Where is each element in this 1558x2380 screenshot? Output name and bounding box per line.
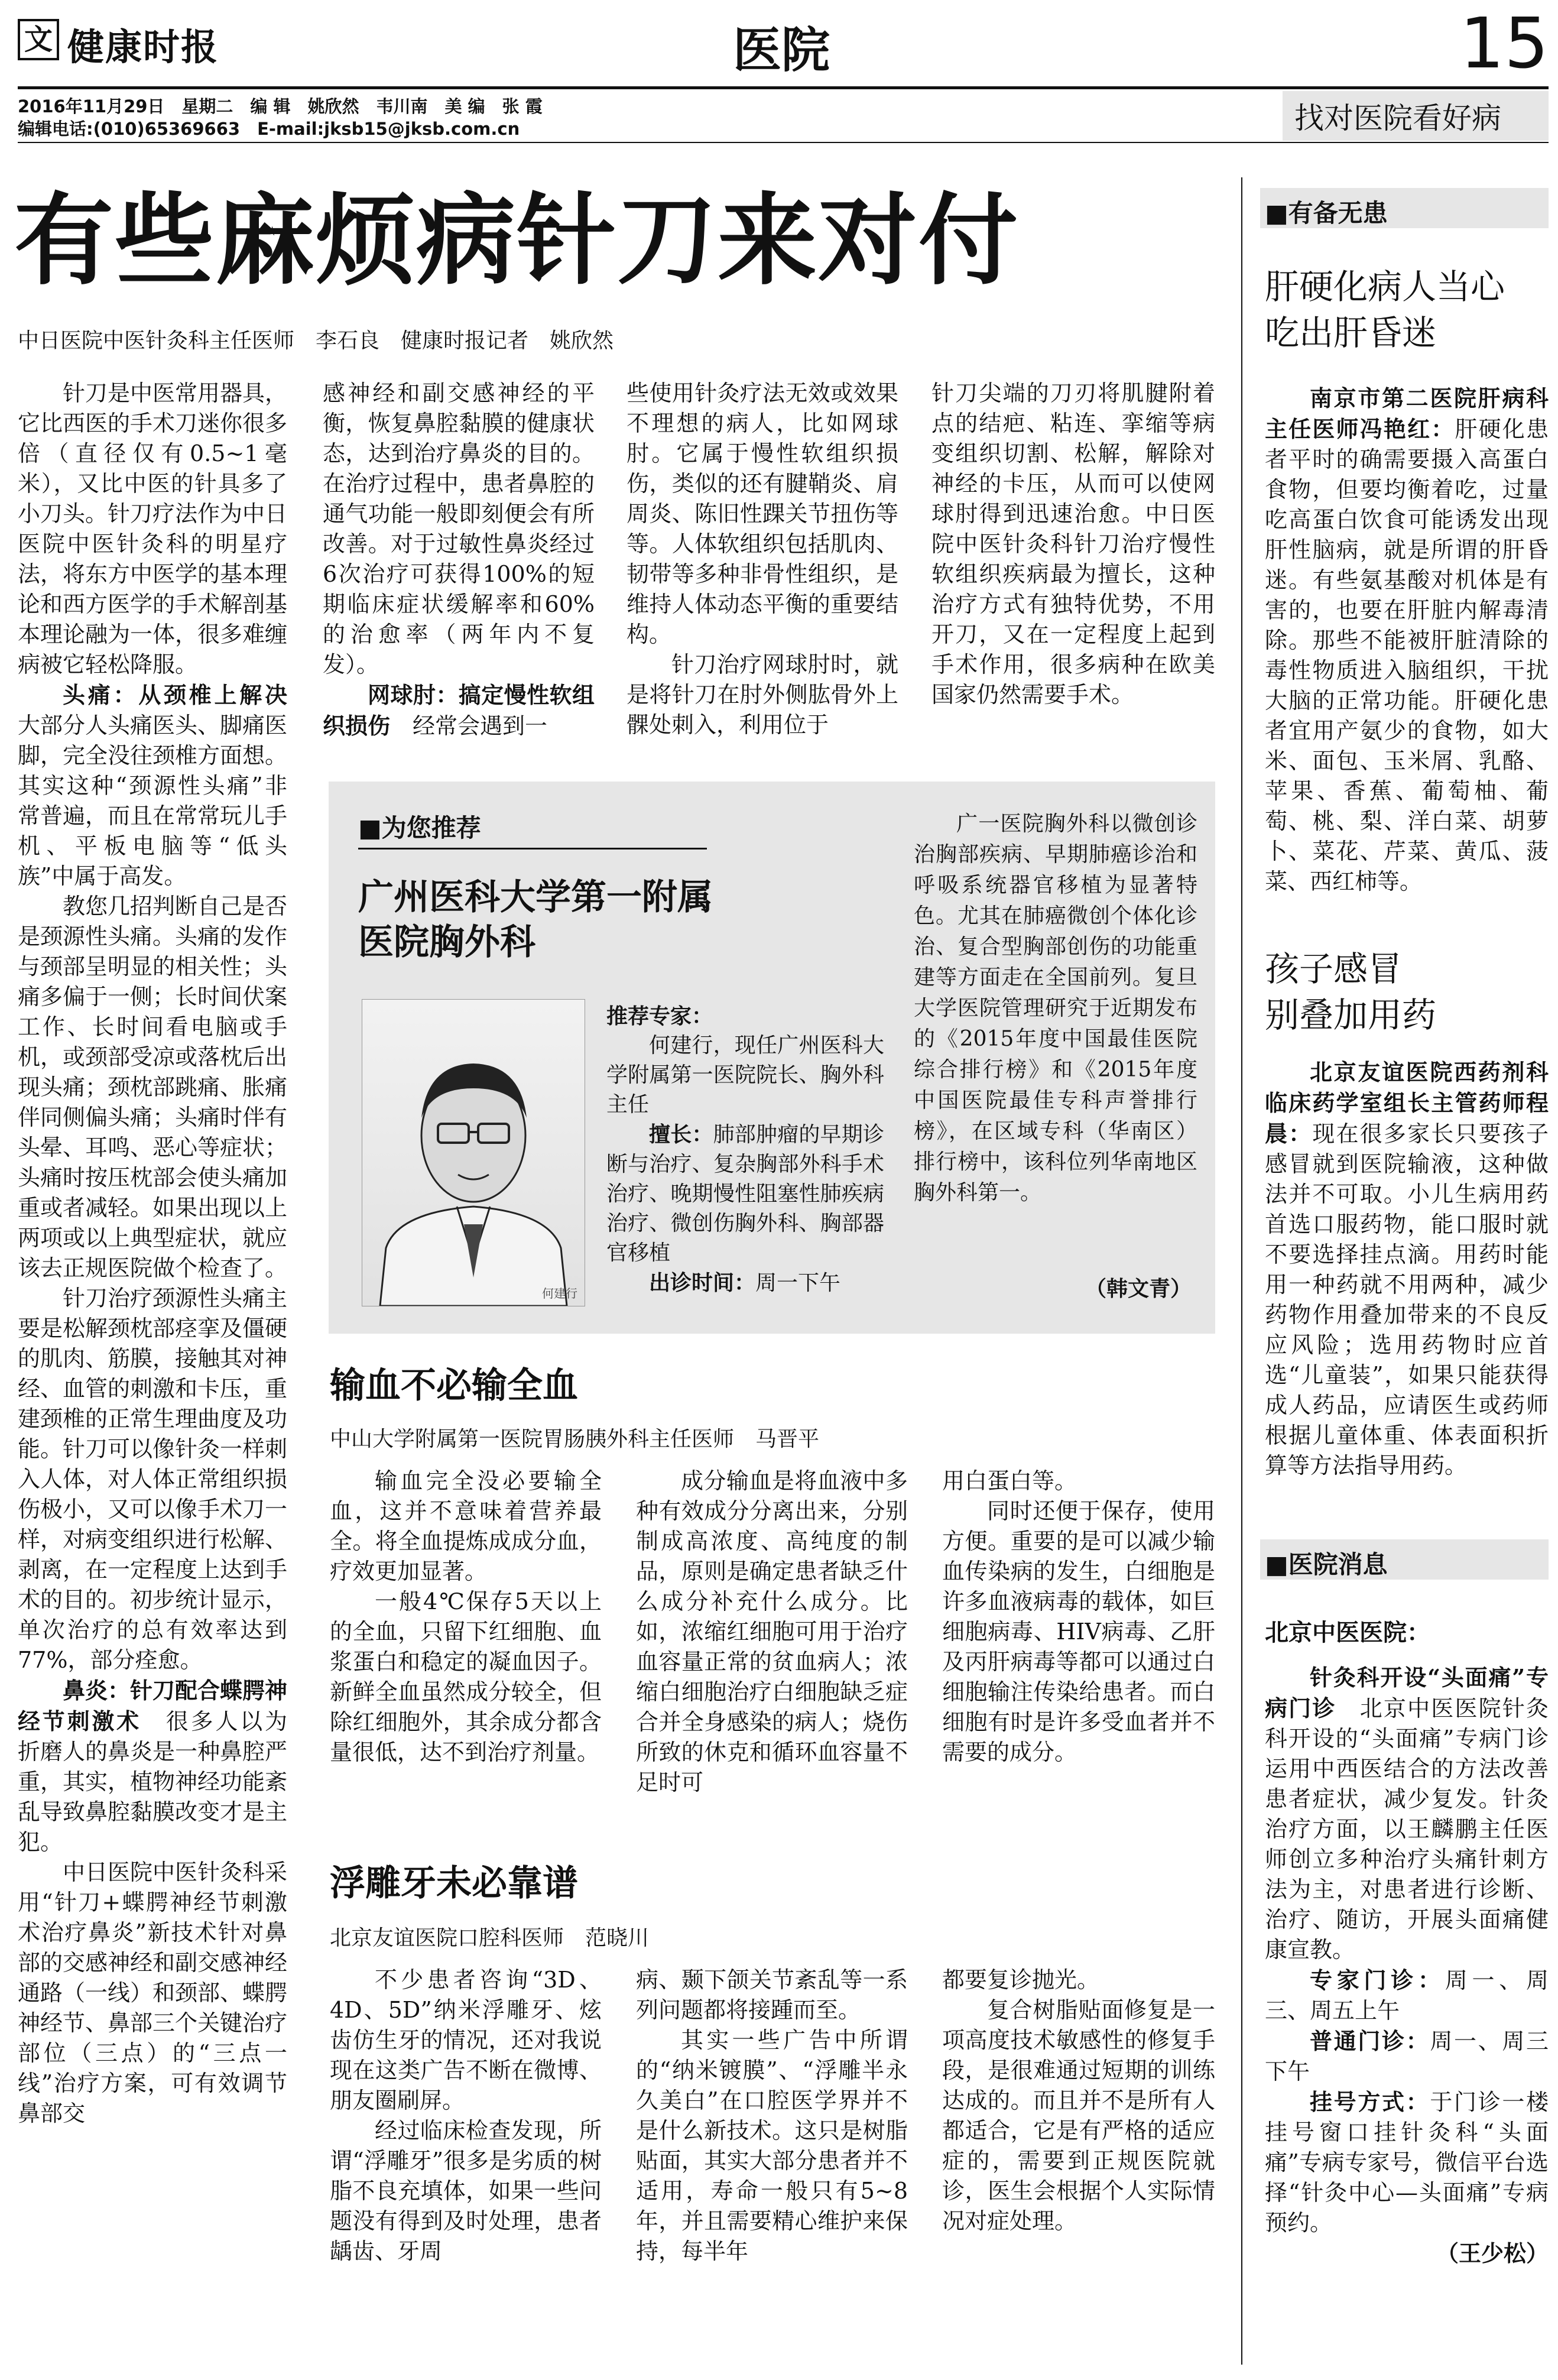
paragraph — [18, 378, 287, 680]
story2-title — [1265, 946, 1436, 1038]
news-signature: （王少松） — [1436, 2240, 1549, 2266]
article2-byline: 中山大学附属第一医院胃肠胰外科主任医师 马晋平 — [330, 1427, 820, 1451]
story1-text: 肝硬化患者平时的确需要摄入高蛋白食物，但要均衡着吃，过量吃高蛋白饮食可能诱发出现肝性脑病，就是所谓的肝昏迷。有些氨基酸对机体是有害的，也要在肝脏内解毒清除。那些不能被肝脏清除的毒性物质进入脑组织，干扰大脑的正常功能。肝硬化患者宜用产氨少的食物，如大米、面包、玉米屑、乳酪、苹果、香蕉、葡萄柚、葡萄、桃、梨、洋白菜、胡萝卜、菜花、芹菜、黄瓜、菠菜、西红柿等。 — [1265, 416, 1549, 894]
article2-col-2 — [636, 1466, 908, 1833]
paragraph-text: 其实一些广告中所谓的“纳米镀膜”、“浮雕半永久美白”在口腔医学界并不是什么新技术。这只是树脂贴面，其实大部分患者并不适用，寿命一般只有5~8年，并且需要精心维护来保持，每半年 — [636, 2027, 908, 2264]
paragraph-text: 感神经和副交感神经的平衡，恢复鼻腔黏膜的健康状态，达到治疗鼻炎的目的。在治疗过程中，患者鼻腔的通气功能一般即刻便会有所改善。对于过敏性鼻炎经过6次治疗可获得100%的短期临床症状缓解率和60%的治愈率（两年内不复发）。 — [323, 380, 595, 677]
main-col-2 — [323, 378, 595, 745]
paragraph-text: 同时还便于保存，使用方便。重要的是可以减少输血传染病的发生，白细胞是许多血液病毒的载体，如巨细胞病毒、HIV病毒、乙肝及丙肝病毒等都可以通过白细胞输注传染给患者。而白细胞有时是许多受血者并不需要的成分。 — [942, 1498, 1215, 1765]
paragraph — [330, 2116, 602, 2266]
main-col-1 — [18, 378, 287, 2365]
article3-col-2 — [636, 1965, 908, 2272]
news-reg-label: 挂号方式： — [1310, 2089, 1430, 2115]
paragraph — [18, 891, 287, 1283]
paragraph-text: 经常会遇到一 — [413, 713, 548, 739]
expert-label: 推荐专家： — [606, 1004, 713, 1029]
paragraph — [942, 1965, 1215, 1995]
paragraph — [330, 1965, 602, 2116]
news-general-text: 周一、周三下午 — [1265, 2028, 1549, 2084]
photo-caption: 何建行 — [542, 1286, 577, 1301]
sidebar-label2: ■医院消息 — [1265, 1550, 1388, 1579]
paragraph — [323, 378, 595, 680]
story2-lead: 北京友谊医院西药剂科临床药学室组长主管药师程晨： — [1265, 1059, 1549, 1147]
sidebar-divider — [1241, 177, 1242, 2365]
story2-body — [1265, 1057, 1549, 1481]
story1-lead: 南京市第二医院肝病科主任医师冯艳红： — [1265, 385, 1549, 442]
paragraph — [627, 378, 898, 650]
news-expert-label: 专家门诊： — [1310, 1967, 1445, 1993]
paragraph — [627, 650, 898, 740]
paragraph — [636, 2025, 908, 2266]
clinic-text: 周一下午 — [755, 1271, 841, 1295]
promo-expert — [606, 1001, 884, 1298]
slogan: 找对医院看好病 — [1294, 101, 1501, 135]
paragraph-text: 经过临床检查发现，所谓“浮雕牙”很多是劣质的树脂不良充填体，如果一些问题没有得到及时处理，患者龋齿、牙周 — [330, 2118, 602, 2264]
promo-signature: （韩文青） — [1085, 1276, 1192, 1301]
paragraph-text: 病、颞下颌关节紊乱等一系列问题都将接踵而至。 — [636, 1967, 908, 2023]
skill-text: 肺部肿瘤的早期诊断与治疗、复杂胸部外科手术治疗、晚期慢性阻塞性肺疾病治疗、微创伤胸外科、胸部器官移植 — [606, 1123, 884, 1265]
paragraph-text: 都要复诊抛光。 — [942, 1967, 1100, 1993]
clinic-label: 出诊时间： — [649, 1270, 756, 1295]
paragraph — [330, 1587, 602, 1768]
paragraph — [942, 1496, 1215, 1768]
news-expert-text: 周一、周三、周五上午 — [1265, 1967, 1549, 2024]
main-col-4 — [931, 378, 1215, 745]
newspaper-logo: 健康时报 — [67, 25, 219, 69]
article3-col-1 — [330, 1965, 602, 2272]
promo-title-line1: 广州医科大学第一附属 — [358, 877, 713, 918]
paragraph — [18, 1857, 287, 2129]
paragraph-text: 一般4℃保存5天以上的全血，只留下红细胞、血浆蛋白和稳定的凝血因子。新鲜全血虽然成分较全，但除红细胞外，其余成分都含量很低，达不到治疗剂量。 — [330, 1588, 602, 1765]
paragraph-text: 教您几招判断自己是否是颈源性头痛。头痛的发作与颈部呈明显的相关性；头痛多偏于一侧；长时间伏案工作、长时间看电脑或手机，或颈部受凉或落枕后出现头痛；颈枕部跳痛、胀痛伴同侧偏头痛；头痛时伴有头晕、耳鸣、恶心等症状；头痛时按压枕部会使头痛加重或者减轻。如果出现以上两项或以上典型症状，就应该去正规医院做个检查了。 — [18, 893, 287, 1281]
story2-title-line2: 别叠加用药 — [1265, 995, 1437, 1035]
paragraph-lead: 鼻炎：针刀配合蝶腭神经节刺激术 — [18, 1677, 287, 1734]
paragraph — [931, 378, 1215, 710]
paragraph-text: 成分输血是将血液中多种有效成分分离出来，分别制成高浓度、高纯度的制品，原则是确定患者缺乏什么成分补充什么成分。比如，浓缩红细胞可用于治疗血容量正常的贫血病人；浓缩白细胞治疗白细胞缺乏症合并全身感染的病人；烧伤所致的休克和循环血容量不足时可 — [636, 1468, 908, 1795]
article3-title: 浮雕牙未必靠谱 — [330, 1863, 578, 1904]
date-line: 2016年11月29日 星期二 编 辑 姚欣然 韦川南 美 编 张 霞 — [18, 96, 543, 116]
paragraph-text: 些使用针灸疗法无效或效果不理想的病人，比如网球肘。它属于慢性软组织损伤，类似的还有腱鞘炎、肩周炎、陈旧性踝关节扭伤等等。人体软组织包括肌肉、韧带等多种非骨性组织，是维持人体动态平衡的重要结构。 — [627, 380, 898, 647]
expert-portrait-icon — [362, 1000, 585, 1306]
skill-row — [606, 1120, 884, 1268]
paragraph — [18, 680, 287, 891]
paragraph — [330, 1466, 602, 1587]
paragraph — [942, 1995, 1215, 2236]
promo-label: ■为您推荐 — [358, 813, 481, 842]
story1-body — [1265, 383, 1549, 897]
promo-title-line2: 医院胸外科 — [358, 922, 535, 963]
paragraph-text: 输血完全没必要输全血，这并不意味着营养最全。将全血提炼成成分血，疗效更加显著。 — [330, 1468, 602, 1584]
promo-right-text: 广一医院胸外科以微创诊治胸部疾病、早期肺癌诊治和呼吸系统器官移植为显著特色。尤其在肺癌微创个体化诊治、复合型胸部创伤的功能重建等方面走在全国前列。复旦大学医院管理研究于近期发布的《2015年度中国最佳医院综合排行榜》和《2015年度中国医院最佳专科声誉排行榜》，在区域专科（华南区）排行榜中，该科位列华南地区胸外科第一。 — [914, 812, 1197, 1205]
clinic-row — [606, 1268, 884, 1298]
article2-col-1 — [330, 1466, 602, 1833]
main-byline: 中日医院中医针灸科主任医师 李石良 健康时报记者 姚欣然 — [18, 329, 614, 353]
news-hospital: 北京中医医院： — [1265, 1619, 1430, 1646]
news-text: 北京中医医院针灸科开设的“头面痛”专病门诊运用中西医结合的方法改善患者症状，减少复发。针灸治疗方面，以王麟鹏主任医师创立多种治疗头痛针刺方法为主，对患者进行诊断、治疗、随访，开展头面痛健康宣教。 — [1265, 1695, 1549, 1963]
paragraph-text: 复合树脂贴面修复是一项高度技术敏感性的修复手段，是很难通过短期的训练达成的。而且并不是所有人都适合，它是有严格的适应症的，需要到正规医院就诊，医生会根据个人实际情况对症处理。 — [942, 1997, 1215, 2234]
skill-label: 擅长： — [649, 1122, 713, 1147]
news-reg-text: 于门诊一楼挂号窗口挂针灸科“头面痛”专病专家号，微信平台选择“针灸中心—头面痛”专病预约。 — [1265, 2089, 1549, 2236]
paragraph-text: 针刀治疗颈源性头痛主要是松解颈枕部痉挛及僵硬的肌肉、筋膜，接触其对神经、血管的刺激和卡压，重建颈椎的正常生理曲度及功能。针刀可以像针灸一样刺入人体，对人体正常组织损伤极小，又可以像手术刀一样，对病变组织进行松解、剥离，在一定程度上达到手术的目的。初步统计显示，单次治疗的总有效率达到77%，部分痊愈。 — [18, 1285, 287, 1673]
paragraph-text: 针刀是中医常用器具，它比西医的手术刀迷你很多倍（直径仅有0.5~1毫米），又比中医的针具多了小刀头。针刀疗法作为中日医院中医针灸科的明星疗法，将东方中医学的基本理论和西方医学的手术解剖基本理论融为一体，很多难缠病被它轻松降服。 — [18, 380, 287, 677]
paragraph-text: 针刀尖端的刀刃将肌腱附着点的结疤、粘连、挛缩等病变组织切割、松解，解除对神经的卡压，从而可以使网球肘得到迅速治愈。中日医院中医针灸科针刀治疗慢性软组织疾病最为擅长，这种治疗方式有独特优势，不用开刀，又在一定程度上起到手术作用，很多病种在欧美国家仍然需要手术。 — [931, 380, 1215, 708]
article2-title: 输血不必输全血 — [330, 1365, 578, 1406]
story2-title-line1: 孩子感冒 — [1265, 949, 1403, 989]
header-rule — [18, 86, 1549, 89]
story2-text: 现在很多家长只要孩子感冒就到医院输液，这种做法并不可取。小儿生病用药首选口服药物，能口服时就不要选择挂点滴。用药时能用一种药就不用两种，减少药物作用叠加带来的不良反应风险；选用药物时应首选“儿童装”，如果只能获得成人药品，应请医生或药师根据儿童体重、体表面积折算等方法指导用药。 — [1265, 1121, 1549, 1478]
story1-title-line1: 肝硬化病人当心 — [1265, 267, 1505, 307]
paragraph-lead: 网球肘：搞定慢性软组织损伤 — [323, 682, 595, 739]
logo-mark: 文 — [18, 19, 59, 60]
section-title: 医院 — [733, 22, 830, 79]
header-rule-bottom — [18, 142, 1549, 143]
paragraph — [636, 1466, 908, 1798]
masthead — [18, 2, 1549, 86]
paragraph-text: 用白蛋白等。 — [942, 1468, 1077, 1494]
paragraph — [942, 1466, 1215, 1496]
paragraph — [323, 680, 595, 741]
paragraph-text: 大部分人头痛医头、脚痛医脚，完全没往颈椎方面想。其实这种“颈源性头痛”非常普遍，而且在常常玩儿手机、平板电脑等“低头族”中属于高发。 — [18, 712, 287, 889]
paragraph — [636, 1965, 908, 2025]
paragraph-text: 中日医院中医针灸科采用“针刀+蝶腭神经节刺激术治疗鼻炎”新技术针对鼻部的交感神经和副交感神经通路（一线）和颈部、蝶腭神经节、鼻部三个关键治疗部位（三点）的“三点一线”治疗方案，可有效调节鼻部交 — [18, 1859, 287, 2126]
article2-col-3 — [942, 1466, 1215, 1833]
paragraph-text: 针刀治疗网球肘时，就是将针刀在肘外侧肱骨外上髁处刺入，利用位于 — [627, 651, 898, 738]
news-general-label: 普通门诊： — [1310, 2028, 1430, 2054]
promo-label-rule — [358, 848, 707, 849]
promo-box — [329, 782, 1215, 1334]
paragraph — [18, 1675, 287, 1857]
headline: 有些麻烦病针刀来对付 — [14, 181, 1019, 299]
expert-text: 何建行，现任广州医科大学附属第一医院院长、胸外科主任 — [606, 1033, 884, 1117]
main-col-3 — [627, 378, 898, 745]
paragraph — [18, 1283, 287, 1675]
expert-photo — [362, 999, 585, 1306]
contact-line: 编辑电话:(010)65369663 E-mail:jksb15@jksb.com.cn — [18, 119, 520, 139]
article3-col-3 — [942, 1965, 1215, 2272]
paragraph-text: 不少患者咨询“3D、4D、5D”纳米浮雕牙、炫齿仿生牙的情况，还对我说现在这类广告不断在微博、朋友圈刷屏。 — [330, 1967, 602, 2113]
paragraph-text: 很多人以为折磨人的鼻炎是一种鼻腔严重，其实，植物神经功能紊乱导致鼻腔黏膜改变才是主犯。 — [18, 1708, 287, 1855]
article3-byline: 北京友谊医院口腔科医师 范晓川 — [330, 1926, 650, 1950]
paragraph-lead: 头痛：从颈椎上解决 — [63, 682, 287, 708]
story1-title — [1265, 264, 1505, 356]
news-body — [1265, 1662, 1549, 2269]
page-number: 15 — [1460, 2, 1549, 84]
news-lead: 针灸科开设“头面痛”专病门诊 — [1265, 1664, 1549, 1721]
story1-title-line2: 吃出肝昏迷 — [1265, 313, 1437, 353]
promo-title — [358, 875, 713, 965]
sidebar-label1: ■有备无患 — [1265, 199, 1388, 228]
